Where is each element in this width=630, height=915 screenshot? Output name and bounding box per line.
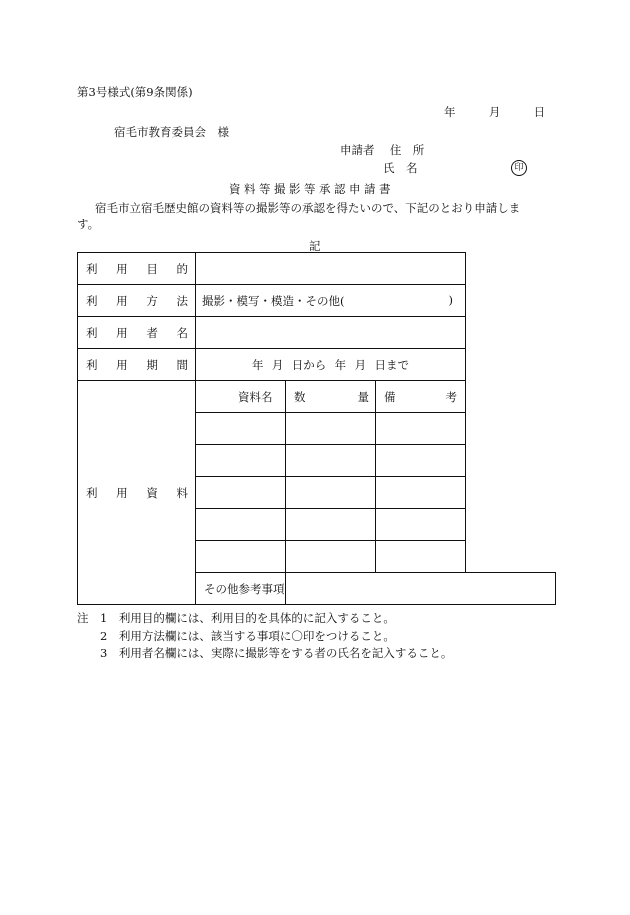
label-char: の bbox=[215, 581, 227, 596]
remarks-cell[interactable] bbox=[376, 509, 466, 541]
label-char: 量 bbox=[357, 389, 369, 404]
body-text-line-1: 宿毛市立宿毛歴史館の資料等の撮影等の承認を得たいので、下記のとおり申請しま bbox=[95, 201, 521, 215]
label-char: 利 bbox=[86, 485, 98, 500]
period-end-year: 年 bbox=[334, 357, 347, 372]
applicant-name-label: 氏 名 bbox=[383, 161, 418, 175]
label-char: 者 bbox=[146, 325, 158, 340]
period-start-month: 月 bbox=[271, 357, 284, 372]
user-field[interactable] bbox=[196, 317, 466, 349]
label-char: 用 bbox=[116, 357, 128, 372]
label-char: 事 bbox=[261, 581, 273, 596]
label-char: 参 bbox=[238, 581, 250, 596]
remarks-cell[interactable] bbox=[376, 445, 466, 477]
header-material-name bbox=[196, 381, 286, 413]
applicant-label: 申請者 bbox=[340, 143, 375, 157]
header-remarks bbox=[376, 381, 466, 413]
label-char: そ bbox=[204, 581, 216, 596]
label-char: 名 bbox=[176, 325, 188, 340]
label-period bbox=[78, 349, 196, 381]
material-name-cell[interactable] bbox=[196, 477, 286, 509]
label-char: 備 bbox=[384, 389, 396, 404]
period-start-day: 日から bbox=[291, 357, 327, 372]
label-other bbox=[196, 573, 286, 605]
other-field[interactable] bbox=[286, 573, 556, 605]
label-char: 考 bbox=[445, 389, 457, 404]
label-char: 資 bbox=[238, 389, 250, 404]
form-number: 第3号様式(第9条関係) bbox=[77, 85, 193, 99]
label-char: 利 bbox=[86, 325, 98, 340]
header-quantity bbox=[286, 381, 376, 413]
seal-icon: 印 bbox=[511, 160, 527, 176]
applicant-address-label: 住 所 bbox=[389, 143, 425, 157]
label-char: 用 bbox=[116, 325, 128, 340]
method-field[interactable] bbox=[196, 285, 466, 317]
period-field[interactable] bbox=[196, 349, 466, 381]
period-end-day: 日まで bbox=[374, 357, 409, 372]
date-line bbox=[444, 104, 545, 120]
label-char: 料 bbox=[249, 389, 261, 404]
material-name-cell[interactable] bbox=[196, 413, 286, 445]
ki-marker: 記 bbox=[309, 239, 321, 253]
label-char: 的 bbox=[176, 261, 188, 276]
method-options: 撮影・模写・模造・その他( bbox=[202, 293, 345, 308]
period-end-month: 月 bbox=[354, 357, 367, 372]
remarks-cell[interactable] bbox=[376, 477, 466, 509]
row-method bbox=[78, 285, 556, 317]
label-char: 項 bbox=[273, 581, 285, 596]
label-char: 目 bbox=[146, 261, 158, 276]
period-start-year: 年 bbox=[252, 357, 264, 372]
body-text-line-2: す。 bbox=[77, 217, 100, 231]
quantity-cell[interactable] bbox=[286, 445, 376, 477]
quantity-cell[interactable] bbox=[286, 477, 376, 509]
label-char: 他 bbox=[227, 581, 239, 596]
note-1: 注 1 利用目的欄には、利用目的を具体的に記入すること。 bbox=[77, 611, 395, 625]
label-char: 用 bbox=[116, 485, 128, 500]
material-name-cell[interactable] bbox=[196, 541, 286, 573]
label-char: 料 bbox=[176, 485, 188, 500]
label-char: 方 bbox=[146, 293, 158, 308]
label-char: 用 bbox=[116, 261, 128, 276]
note-3: 3 利用者名欄には、実際に撮影等をする者の氏名を記入すること。 bbox=[77, 646, 453, 660]
quantity-cell[interactable] bbox=[286, 413, 376, 445]
material-name-cell[interactable] bbox=[196, 509, 286, 541]
remarks-cell[interactable] bbox=[376, 413, 466, 445]
application-form-table bbox=[77, 252, 556, 605]
date-day: 日 bbox=[533, 105, 546, 119]
applicant-address-line bbox=[340, 142, 424, 158]
label-char: 名 bbox=[261, 389, 273, 404]
label-method bbox=[78, 285, 196, 317]
addressee: 宿毛市教育委員会 様 bbox=[114, 125, 229, 139]
label-user bbox=[78, 317, 196, 349]
quantity-cell[interactable] bbox=[286, 509, 376, 541]
label-char: 用 bbox=[116, 293, 128, 308]
remarks-cell[interactable] bbox=[376, 541, 466, 573]
row-materials-header bbox=[78, 381, 556, 413]
method-close-paren: ) bbox=[448, 292, 453, 307]
row-purpose bbox=[78, 253, 556, 285]
date-month: 月 bbox=[488, 105, 501, 119]
label-materials bbox=[78, 381, 196, 605]
material-name-cell[interactable] bbox=[196, 445, 286, 477]
label-purpose bbox=[78, 253, 196, 285]
label-char: 利 bbox=[86, 293, 98, 308]
label-char: 利 bbox=[86, 261, 98, 276]
label-char: 資 bbox=[146, 485, 158, 500]
purpose-field[interactable] bbox=[196, 253, 466, 285]
label-char: 数 bbox=[294, 389, 306, 404]
row-user bbox=[78, 317, 556, 349]
label-char: 考 bbox=[250, 581, 262, 596]
document-title: 資料等撮影等承認申請書 bbox=[229, 182, 394, 196]
row-period bbox=[78, 349, 556, 381]
note-2: 2 利用方法欄には、該当する事項に〇印をつけること。 bbox=[77, 628, 395, 643]
quantity-cell[interactable] bbox=[286, 541, 376, 573]
date-year: 年 bbox=[444, 105, 456, 119]
notes bbox=[77, 610, 452, 663]
label-char: 間 bbox=[176, 357, 188, 372]
label-char: 期 bbox=[146, 357, 158, 372]
label-char: 利 bbox=[86, 357, 98, 372]
label-char: 法 bbox=[176, 293, 188, 308]
